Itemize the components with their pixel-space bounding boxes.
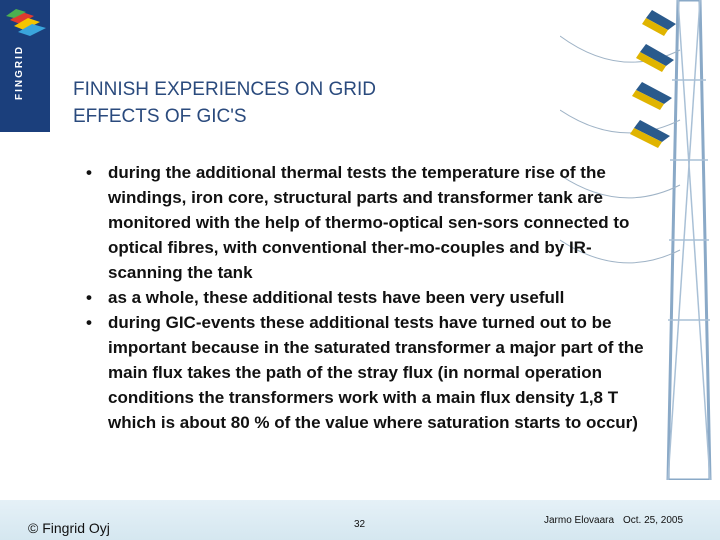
bullet-item [86,310,666,435]
bullet-item [86,285,666,310]
bullet-list [86,160,666,435]
page-number: 32 [354,519,366,530]
bullet-text: as a whole, these additional tests have been very usefull [108,288,565,307]
footer-date: Oct. 25, 2005 [623,515,684,526]
fingrid-flags-icon [4,6,48,40]
fingrid-wordmark: FINGRID [14,44,25,100]
footer-author: Jarmo Elovaara [544,515,615,526]
bullet-text: during GIC-events these additional tests have turned out to be important because in the saturated transformer a major part of the main flux takes the path of the stray flux (in normal operation conditions the transformers work with a main flux density 1,8 T which is about 80 % of the value where saturation starts to occur) [108,313,644,432]
bullet-marker: • [86,313,92,332]
footer-copyright: © Fingrid Oyj [28,520,110,536]
bullet-item [86,160,666,285]
bullet-marker: • [86,163,92,182]
slide-footer [0,500,720,540]
bullet-text: during the additional thermal tests the temperature rise of the windings, iron core, structural parts and transformer tank are monitored with the help of thermo-optical sen-sors connected to optical fibres, with conventional ther-mo-couples and by IR-scanning the tank [108,163,630,282]
logo-panel [0,0,50,132]
bullet-marker: • [86,288,92,307]
slide-title: FINNISH EXPERIENCES ON GRID EFFECTS OF GIC'S [73,79,376,127]
